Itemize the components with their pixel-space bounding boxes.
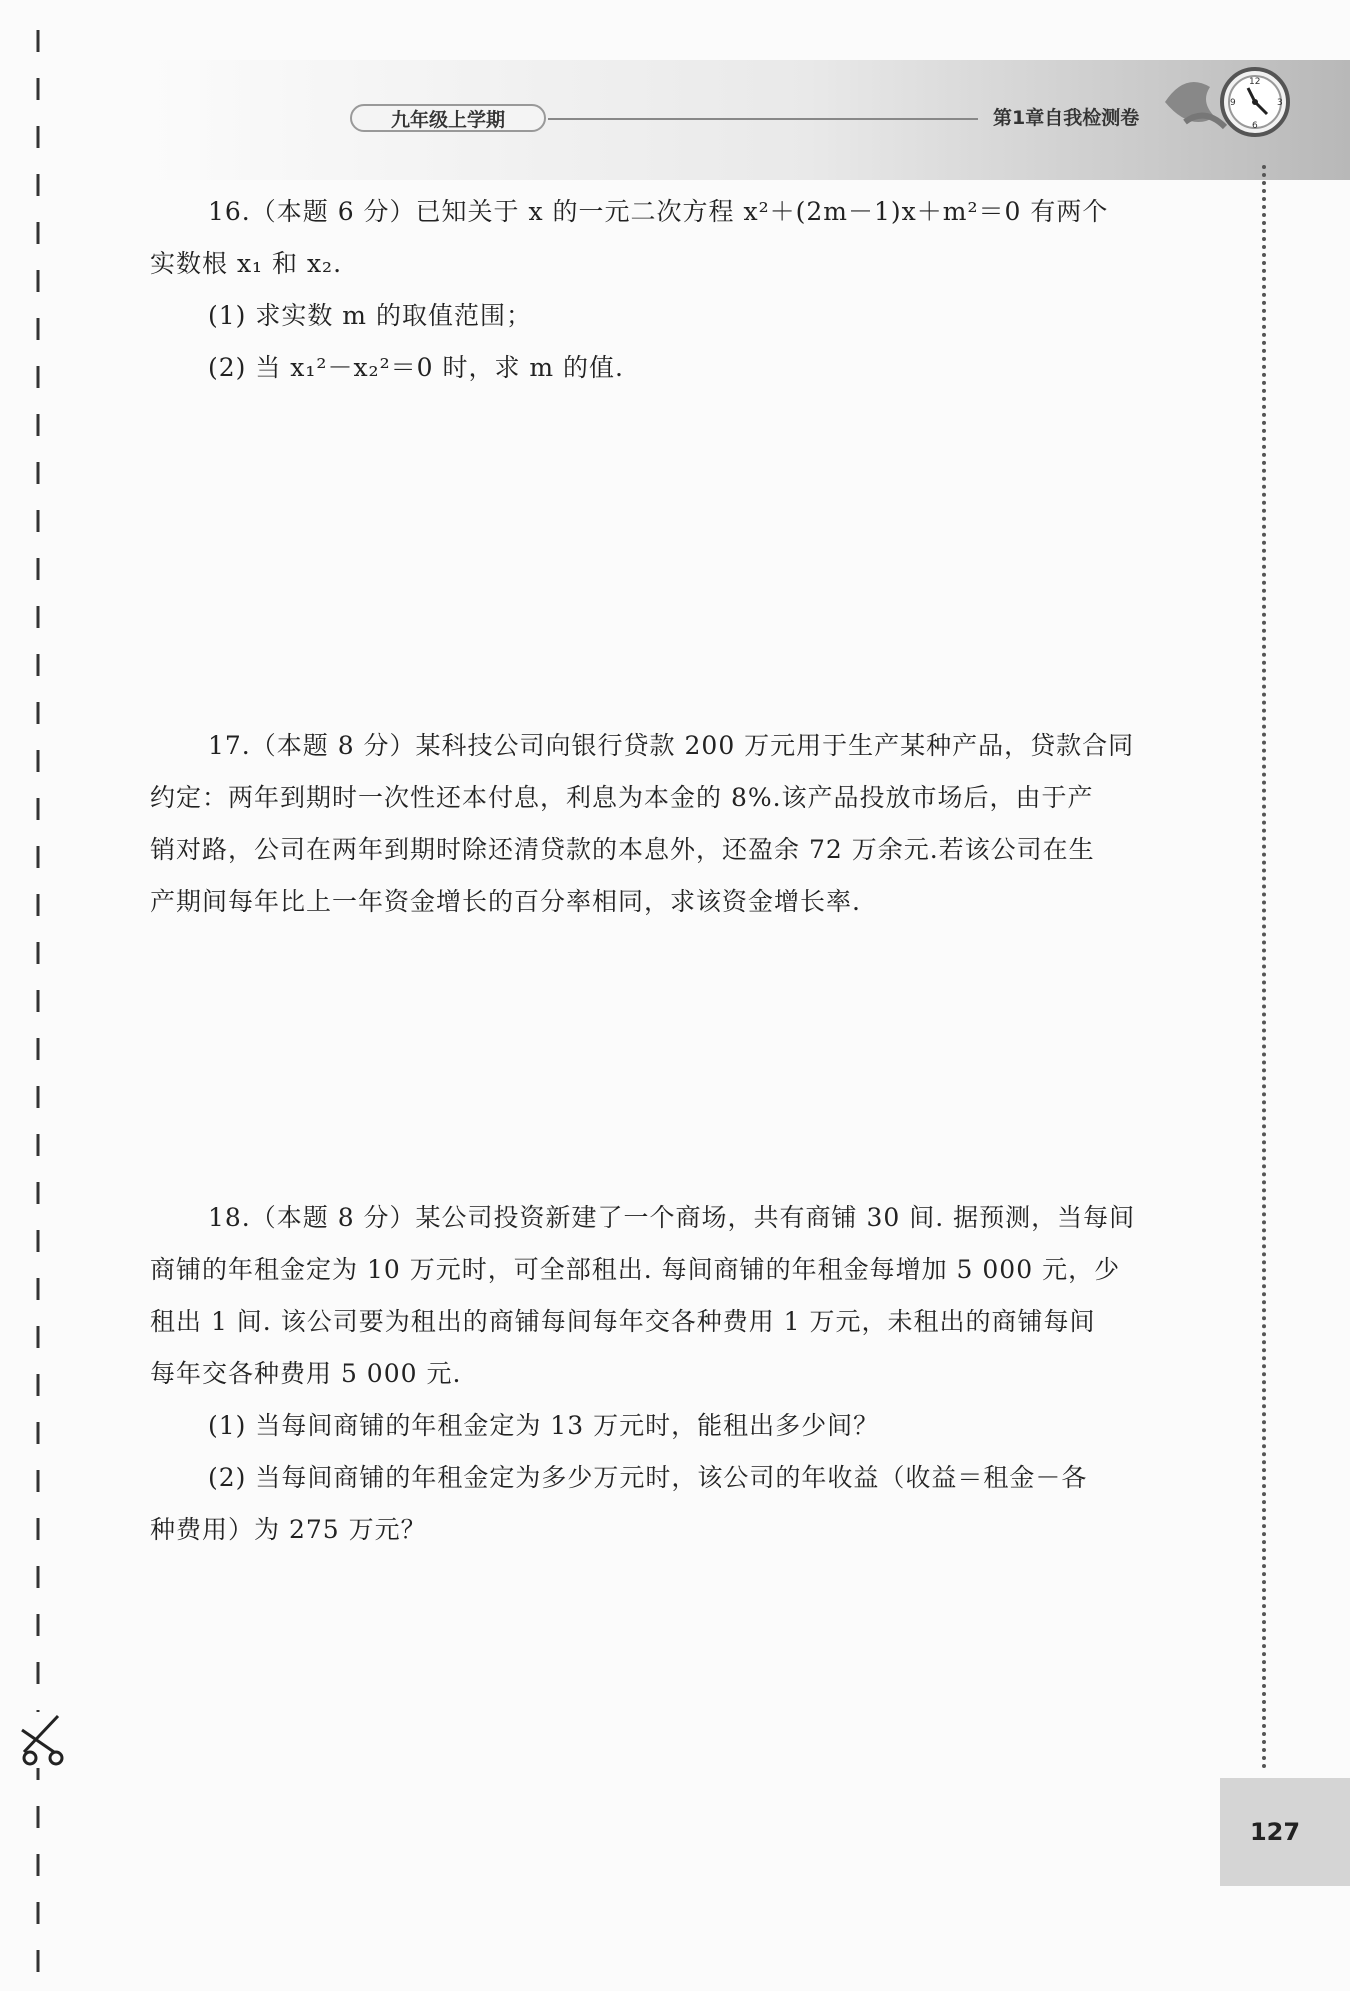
dotted-margin <box>1262 165 1266 1770</box>
chapter-title: 第1章自我检测卷 <box>993 107 1140 129</box>
problem-18-question-1: (1) 当每间商铺的年租金定为 13 万元时，能租出多少间？ <box>208 1411 880 1440</box>
problem-18-question-2-cont: 种费用）为 275 万元？ <box>150 1515 427 1544</box>
header-rule <box>548 118 978 120</box>
svg-text:3: 3 <box>1277 98 1283 108</box>
problem-17 <box>150 720 1170 928</box>
problem-18-question-2: (2) 当每间商铺的年租金定为多少万元时，该公司的年收益（收益＝租金－各 <box>208 1463 1088 1492</box>
page-number-tab <box>1220 1778 1350 1886</box>
problem-16-line-1: 16.（本题 6 分）已知关于 x 的一元二次方程 x²＋(2m－1)x＋m²＝0 有两个 <box>208 197 1109 226</box>
problem-17-line-2: 约定：两年到期时一次性还本付息，利息为本金的 8%.该产品投放市场后，由于产 <box>150 783 1094 812</box>
page-number: 127 <box>1249 1818 1301 1846</box>
problem-16 <box>150 186 1170 394</box>
problem-16-question-1: (1) 求实数 m 的取值范围； <box>208 301 532 330</box>
problem-18-line-1: 18.（本题 8 分）某公司投资新建了一个商场，共有商铺 30 间. 据预测，当每间 <box>208 1203 1136 1232</box>
grade-badge: 九年级上学期 <box>350 104 546 132</box>
clock-compass-icon <box>1155 62 1305 142</box>
problem-16-question-2: (2) 当 x₁²－x₂²＝0 时，求 m 的值. <box>208 353 624 382</box>
problem-18-line-3: 租出 1 间. 该公司要为租出的商铺每间每年交各种费用 1 万元，未租出的商铺每间 <box>150 1307 1096 1336</box>
problem-18 <box>150 1192 1170 1556</box>
problem-18-line-2: 商铺的年租金定为 10 万元时，可全部租出. 每间商铺的年租金每增加 5 000 元，少 <box>150 1255 1121 1284</box>
problem-16-line-2: 实数根 x₁ 和 x₂. <box>150 249 343 278</box>
problem-17-line-4: 产期间每年比上一年资金增长的百分率相同，求该资金增长率. <box>150 887 861 916</box>
cut-line <box>34 30 42 1991</box>
svg-text:9: 9 <box>1230 98 1236 108</box>
problem-18-line-4: 每年交各种费用 5 000 元. <box>150 1359 462 1388</box>
svg-text:12: 12 <box>1249 77 1261 87</box>
scissors-icon <box>18 1712 68 1768</box>
problem-17-line-3: 销对路，公司在两年到期时除还清贷款的本息外，还盈余 72 万余元.若该公司在生 <box>150 835 1095 864</box>
problem-17-line-1: 17.（本题 8 分）某科技公司向银行贷款 200 万元用于生产某种产品，贷款合同 <box>208 731 1135 760</box>
svg-text:6: 6 <box>1252 121 1258 131</box>
